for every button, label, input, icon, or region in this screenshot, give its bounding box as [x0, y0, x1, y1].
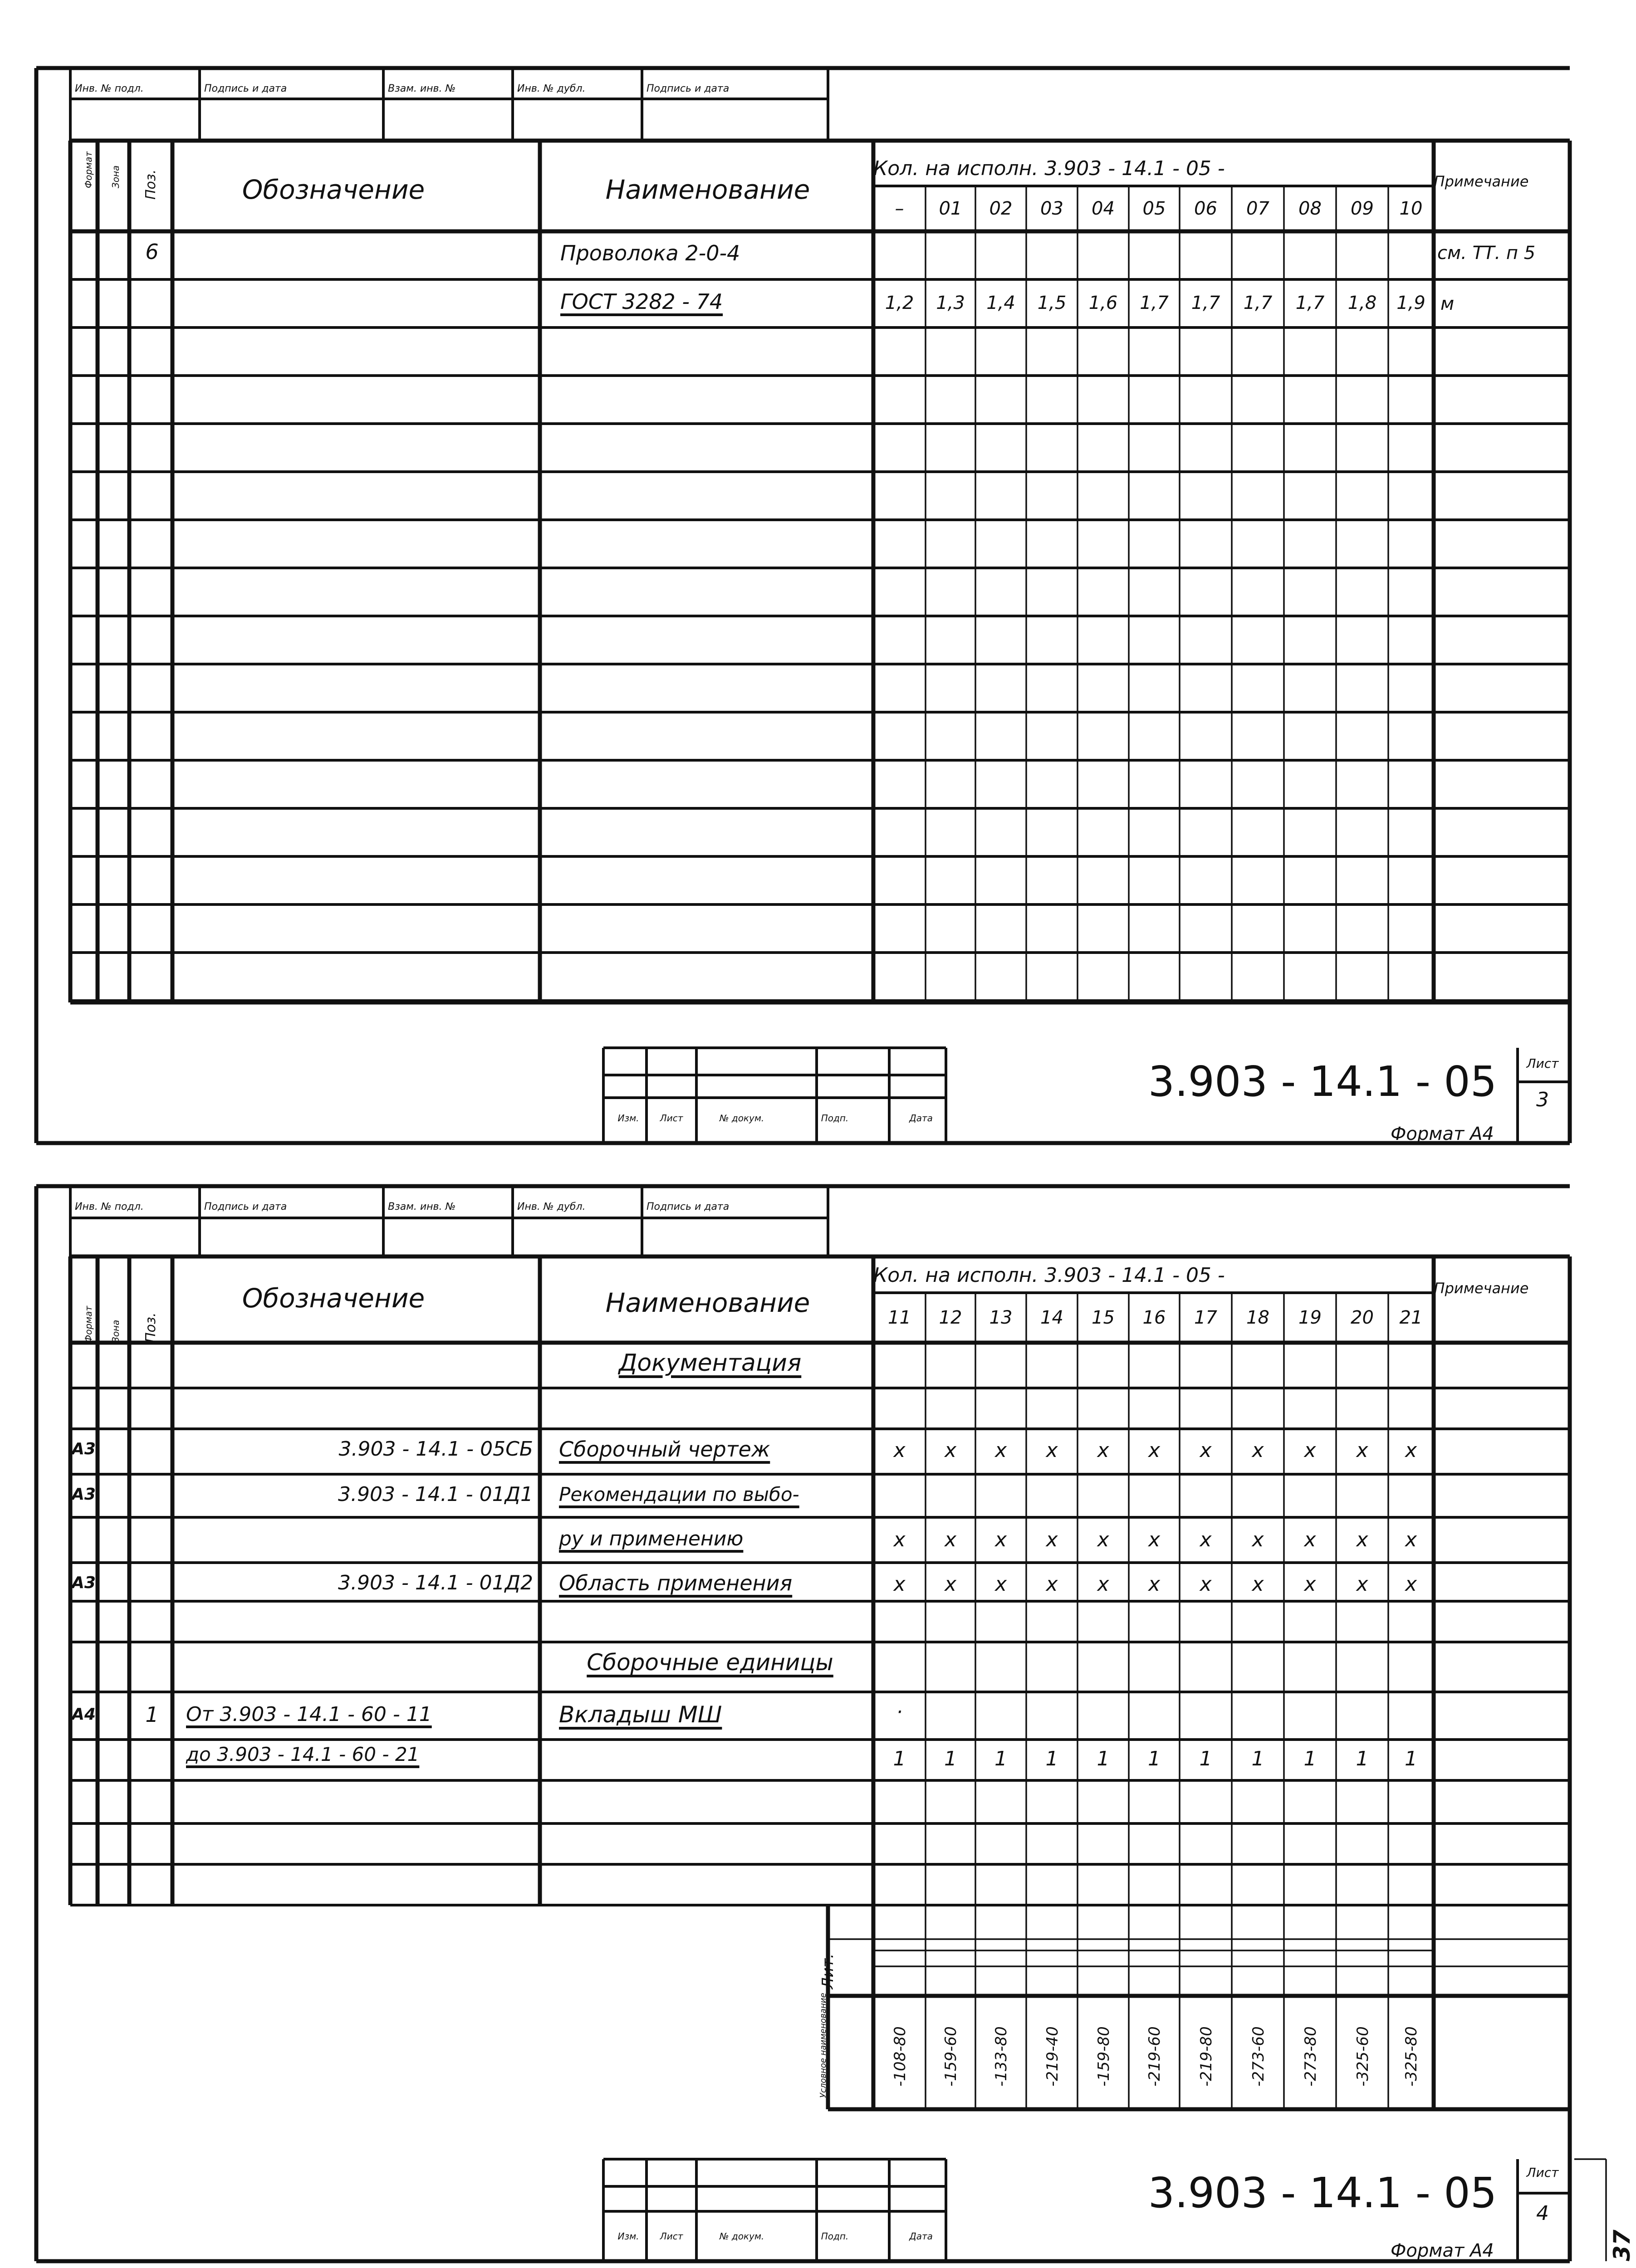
variant-header: 14 — [1040, 1307, 1063, 1328]
quantity-cell: 1,7 — [1243, 293, 1273, 313]
quantity-cell: х — [1356, 1528, 1368, 1551]
column-header-note: Примечание — [1434, 173, 1529, 190]
variant-header: 04 — [1092, 198, 1115, 219]
quantity-cell: х — [1304, 1528, 1316, 1551]
quantity-cell: х — [944, 1439, 957, 1462]
strip-label: Инв. № дубл. — [517, 83, 586, 94]
quantity-header: Кол. на исполн. 3.903 - 14.1 - 05 - — [873, 1264, 1225, 1287]
variant-header: 03 — [1040, 198, 1063, 219]
document-code: 3.903 - 14.1 - 05 — [1148, 2169, 1497, 2217]
quantity-cell: х — [1405, 1528, 1417, 1551]
quantity-cell: х — [1097, 1573, 1109, 1596]
variant-header: 08 — [1298, 198, 1322, 219]
change-label: Изм. — [617, 2231, 639, 2242]
column-header-zone: Зона — [110, 1320, 121, 1343]
quantity-cell: 1,7 — [1191, 293, 1220, 313]
row-name: Проволока 2-0-4 — [560, 241, 740, 265]
row-name: Вкладыш МШ — [559, 1701, 722, 1728]
quantity-cell: 1 — [1405, 1747, 1417, 1770]
quantity-cell: х — [1046, 1528, 1058, 1551]
quantity-cell: х — [1148, 1573, 1161, 1596]
margin-page-number: 37 — [1609, 2229, 1635, 2261]
quantity-cell: х — [994, 1573, 1007, 1596]
quantity-cell: · — [896, 1701, 903, 1724]
sheet-label: Лист — [1526, 2165, 1559, 2180]
variant-header: 13 — [989, 1307, 1013, 1328]
section-heading: Документация — [618, 1349, 802, 1377]
variant-header: 10 — [1399, 198, 1423, 219]
quantity-cell: 1 — [1097, 1747, 1110, 1770]
nominal-value: -133-80 — [992, 2026, 1010, 2087]
lit-label: Лит. — [819, 1953, 837, 1989]
row-format: А3 — [72, 1440, 96, 1458]
sheet-number: 3 — [1536, 1088, 1549, 1111]
row-designation: 3.903 - 14.1 - 01Д2 — [338, 1571, 533, 1594]
quantity-cell: х — [944, 1573, 957, 1596]
nominal-value: -325-80 — [1402, 2026, 1420, 2087]
variant-header: – — [895, 198, 904, 219]
variant-header: 09 — [1351, 198, 1374, 219]
quantity-cell: 1 — [1251, 1747, 1264, 1770]
column-header-zone: Зона — [110, 165, 121, 188]
quantity-cell: 1 — [893, 1747, 906, 1770]
column-header-note: Примечание — [1434, 1280, 1529, 1297]
quantity-cell: х — [994, 1439, 1007, 1462]
section-heading: Сборочные единицы — [587, 1649, 833, 1676]
quantity-cell: х — [1200, 1528, 1212, 1551]
quantity-cell: х — [1304, 1573, 1316, 1596]
nominal-value: -325-60 — [1353, 2026, 1372, 2087]
quantity-cell: х — [1097, 1439, 1109, 1462]
row-name: Рекомендации по выбо- — [559, 1483, 799, 1505]
quantity-cell: 1,5 — [1037, 293, 1067, 313]
quantity-cell: 1 — [994, 1747, 1007, 1770]
row-name: Область применения — [559, 1571, 793, 1595]
variant-header: 07 — [1246, 198, 1269, 219]
row-designation: 3.903 - 14.1 - 05СБ — [338, 1437, 533, 1461]
quantity-cell: 1,9 — [1396, 293, 1425, 313]
change-label: Лист — [660, 2231, 683, 2242]
row-note: см. ТТ. п 5 — [1437, 243, 1536, 264]
column-header-pos: Поз. — [143, 169, 159, 200]
quantity-cell: 1,4 — [986, 293, 1015, 313]
quantity-cell: х — [893, 1573, 906, 1596]
row-pos: 6 — [145, 240, 159, 264]
format-label: Формат А4 — [1391, 2240, 1494, 2261]
strip-label: Взам. инв. № — [388, 1201, 456, 1212]
strip-label: Инв. № дубл. — [517, 1201, 586, 1212]
column-header-name: Наименование — [605, 1287, 810, 1318]
change-label: Дата — [909, 1113, 933, 1124]
variant-header: 11 — [888, 1307, 911, 1328]
nominal-value: -159-60 — [942, 2026, 960, 2087]
quantity-cell: х — [1356, 1573, 1368, 1596]
quantity-cell: х — [944, 1528, 957, 1551]
variant-header: 15 — [1092, 1307, 1115, 1328]
change-label: Дата — [909, 2231, 933, 2242]
variant-header: 17 — [1194, 1307, 1217, 1328]
quantity-cell: х — [1200, 1573, 1212, 1596]
strip-label: Инв. № подл. — [75, 1201, 144, 1212]
quantity-cell: х — [1252, 1439, 1264, 1462]
quantity-cell: х — [1046, 1439, 1058, 1462]
column-header-designation: Обозначение — [242, 174, 425, 205]
variant-header: 16 — [1142, 1307, 1166, 1328]
quantity-cell: 1,8 — [1347, 293, 1377, 313]
row-name: ГОСТ 3282 - 74 — [560, 289, 723, 314]
quantity-cell: 1,3 — [936, 293, 965, 313]
change-label: № докум. — [719, 1113, 764, 1124]
nominal-value: -159-80 — [1094, 2026, 1113, 2087]
quantity-cell: 1 — [1199, 1747, 1212, 1770]
nominal-value: -219-80 — [1197, 2026, 1215, 2087]
change-label: № докум. — [719, 2231, 764, 2242]
quantity-cell: 1 — [944, 1747, 957, 1770]
row-format: А4 — [72, 1705, 96, 1724]
row-name: Сборочный чертеж — [559, 1437, 770, 1461]
variant-header: 19 — [1298, 1307, 1322, 1328]
quantity-cell: 1 — [1045, 1747, 1058, 1770]
nominal-value: -108-80 — [891, 2026, 909, 2087]
quantity-cell: 1 — [1148, 1747, 1161, 1770]
row-format: А3 — [72, 1574, 96, 1592]
format-label: Формат А4 — [1391, 1124, 1494, 1144]
column-header-designation: Обозначение — [242, 1283, 425, 1314]
quantity-cell: х — [1200, 1439, 1212, 1462]
change-label: Изм. — [617, 1113, 639, 1124]
quantity-cell: х — [1097, 1528, 1109, 1551]
quantity-cell: х — [1304, 1439, 1316, 1462]
strip-label: Подпись и дата — [647, 1201, 730, 1212]
quantity-cell: 1 — [1303, 1747, 1317, 1770]
variant-header: 12 — [939, 1307, 962, 1328]
sheet-number: 4 — [1536, 2202, 1549, 2225]
row-note: м — [1440, 293, 1455, 314]
quantity-cell: х — [994, 1528, 1007, 1551]
nominal-value: -273-60 — [1249, 2026, 1268, 2087]
change-label: Лист — [660, 1113, 683, 1124]
row-designation: 3.903 - 14.1 - 01Д1 — [338, 1483, 533, 1506]
row-name: ру и применению — [559, 1527, 744, 1550]
variant-header: 01 — [939, 198, 962, 219]
quantity-cell: х — [1148, 1439, 1161, 1462]
variant-header: 21 — [1399, 1307, 1423, 1328]
document-code: 3.903 - 14.1 - 05 — [1148, 1057, 1497, 1106]
variant-header: 02 — [989, 198, 1013, 219]
variant-header: 05 — [1142, 198, 1166, 219]
nominal-label: Условное наименование — [818, 1993, 828, 2098]
row-pos: 1 — [145, 1702, 159, 1727]
quantity-cell: х — [1405, 1439, 1417, 1462]
column-header-format: Формат — [83, 151, 94, 188]
row-designation: до 3.903 - 14.1 - 60 - 21 — [186, 1743, 420, 1765]
quantity-cell: х — [1356, 1439, 1368, 1462]
strip-label: Инв. № подл. — [75, 83, 144, 94]
strip-label: Подпись и дата — [204, 83, 287, 94]
strip-label: Подпись и дата — [204, 1201, 287, 1212]
quantity-cell: х — [1252, 1528, 1264, 1551]
quantity-cell: 1,7 — [1295, 293, 1325, 313]
quantity-cell: х — [1252, 1573, 1264, 1596]
column-header-format: Формат — [83, 1305, 94, 1343]
quantity-cell: х — [1405, 1573, 1417, 1596]
quantity-cell: х — [1148, 1528, 1161, 1551]
variant-header: 06 — [1194, 198, 1217, 219]
quantity-cell: х — [893, 1439, 906, 1462]
change-label: Подп. — [821, 2231, 849, 2242]
variant-header: 18 — [1246, 1307, 1269, 1328]
nominal-value: -219-40 — [1043, 2026, 1062, 2087]
sheet-label: Лист — [1526, 1056, 1559, 1071]
quantity-cell: 1,6 — [1088, 293, 1118, 313]
quantity-header: Кол. на исполн. 3.903 - 14.1 - 05 - — [873, 157, 1225, 180]
quantity-cell: х — [1046, 1573, 1058, 1596]
quantity-cell: 1,7 — [1140, 293, 1169, 313]
strip-label: Взам. инв. № — [388, 83, 456, 94]
quantity-cell: 1 — [1356, 1747, 1369, 1770]
strip-label: Подпись и дата — [647, 83, 730, 94]
quantity-cell: 1,2 — [885, 293, 914, 313]
nominal-value: -219-60 — [1146, 2026, 1164, 2087]
row-designation: От 3.903 - 14.1 - 60 - 11 — [186, 1703, 432, 1726]
change-label: Подп. — [821, 1113, 849, 1124]
quantity-cell: х — [893, 1528, 906, 1551]
column-header-name: Наименование — [605, 174, 810, 205]
column-header-pos: Поз. — [143, 1312, 159, 1343]
row-format: А3 — [72, 1485, 96, 1504]
variant-header: 20 — [1351, 1307, 1374, 1328]
nominal-value: -273-80 — [1301, 2026, 1320, 2087]
